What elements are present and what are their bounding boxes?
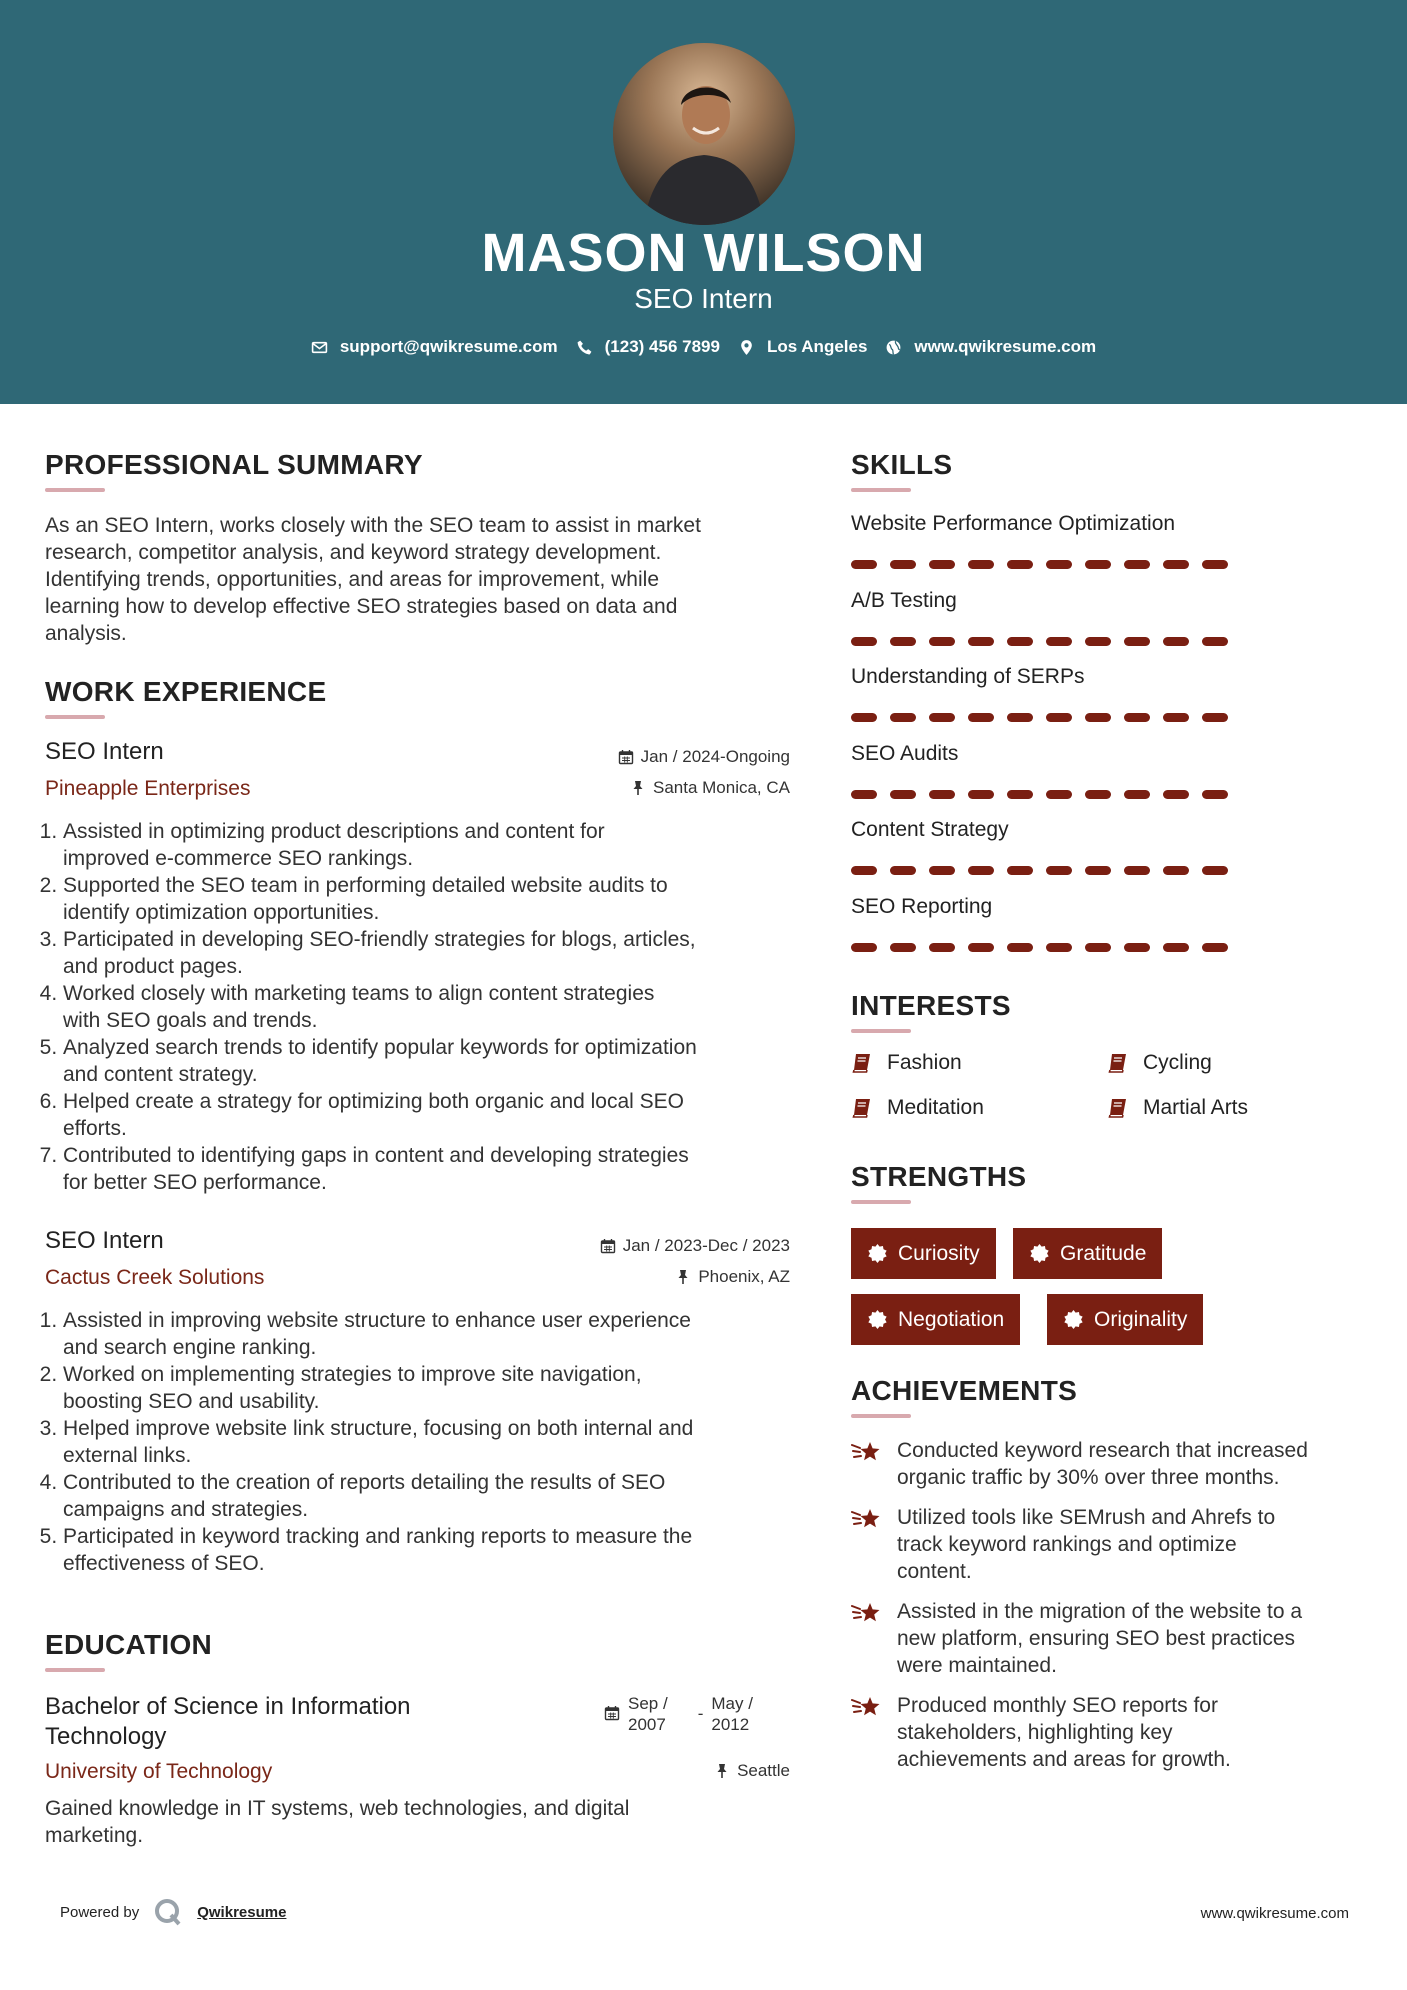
skill-level-dash: [1085, 943, 1111, 952]
interest-item: [1107, 1051, 1212, 1075]
experience-heading: WORK EXPERIENCE: [45, 676, 327, 707]
skill-level-dash: [929, 943, 955, 952]
strength-badge: [1047, 1294, 1203, 1345]
list-item: 2. Worked on implementing strategies to improve site navigation, boosting SEO and usability.: [63, 1361, 795, 1415]
skill-level-dash: [1124, 560, 1150, 569]
company-name: Pineapple Enterprises: [45, 777, 251, 800]
shooting-star-icon: [851, 1694, 883, 1722]
book-icon: [1107, 1097, 1129, 1119]
phone-text: (123) 456 7899: [604, 337, 720, 356]
education-heading: EDUCATION: [45, 1629, 213, 1660]
skill-level-bar: [851, 713, 1228, 722]
skill-level-dash: [1202, 790, 1228, 799]
skill-level-dash: [1163, 713, 1189, 722]
shooting-star-icon: [851, 1600, 883, 1628]
skill-level-dash: [1046, 713, 1072, 722]
skill-level-dash: [1124, 637, 1150, 646]
summary-text: [45, 512, 785, 647]
skill-level-dash: [890, 866, 916, 875]
footer-url[interactable]: www.qwikresume.com: [1200, 1905, 1349, 1922]
skill-level-dash: [1085, 713, 1111, 722]
skill-level-dash: [968, 713, 994, 722]
achievement-item: [851, 1598, 1371, 1679]
skill-level-dash: [1046, 790, 1072, 799]
skill-level-bar: [851, 943, 1228, 952]
summary-heading: PROFESSIONAL SUMMARY: [45, 449, 423, 480]
badge-seal-icon: [867, 1243, 888, 1264]
achievement-text: Utilized tools like SEMrush and Ahrefs to track keyword rankings and optimize content.: [897, 1506, 1276, 1583]
skill-level-dash: [1163, 637, 1189, 646]
skill-level-dash: [968, 790, 994, 799]
skill-level-dash: [851, 560, 877, 569]
degree-line: Technology: [45, 1723, 167, 1750]
badge-seal-icon: [1063, 1309, 1084, 1330]
skill-level-dash: [890, 560, 916, 569]
interest-label: Fashion: [887, 1051, 962, 1074]
dates-text: Jan / 2024-Ongoing: [640, 747, 790, 766]
resume-header: [0, 0, 1407, 404]
list-item: 5. Analyzed search trends to identify popular keywords for optimization and content strategy.: [63, 1034, 795, 1088]
skill-level-dash: [929, 637, 955, 646]
skill-level-dash: [851, 713, 877, 722]
skill-name: SEO Reporting: [851, 894, 993, 918]
education-location: [714, 1761, 790, 1781]
job-title: SEO Intern: [45, 1227, 164, 1254]
skill-level-dash: [1124, 713, 1150, 722]
strength-badge: [1013, 1228, 1162, 1279]
skill-level-dash: [968, 637, 994, 646]
list-item: 7. Contributed to identifying gaps in content and developing strategies for better SEO performance.: [63, 1142, 795, 1196]
strengths-heading: STRENGTHS: [851, 1161, 1027, 1192]
skill-level-bar: [851, 637, 1228, 646]
skill-level-dash: [929, 790, 955, 799]
skill-name: A/B Testing: [851, 588, 957, 612]
phone-icon: [576, 339, 593, 356]
skill-level-dash: [1085, 637, 1111, 646]
qwikresume-logo-icon: [153, 1897, 183, 1927]
dates-text: Jan / 2023-Dec / 2023: [622, 1236, 790, 1255]
email-text: support@qwikresume.com: [339, 337, 558, 356]
skill-level-dash: [1046, 866, 1072, 875]
contact-phone[interactable]: [576, 337, 720, 357]
job-dates: [600, 1236, 790, 1256]
list-item: 4. Worked closely with marketing teams to align content strategies with SEO goals and trends.: [63, 980, 795, 1034]
badge-seal-icon: [1029, 1243, 1050, 1264]
website-text: www.qwikresume.com: [914, 337, 1097, 356]
job-location: [675, 1267, 790, 1287]
skill-level-dash: [1085, 866, 1111, 875]
list-item: 5. Participated in keyword tracking and ranking reports to measure the effectiveness of SEO.: [63, 1523, 795, 1577]
summary-underline: [45, 488, 105, 492]
skill-level-dash: [1124, 866, 1150, 875]
achievement-item: [851, 1437, 1371, 1491]
skill-level-dash: [968, 943, 994, 952]
calendar-icon: [618, 749, 634, 765]
contact-email[interactable]: [311, 337, 558, 357]
badge-seal-icon: [867, 1309, 888, 1330]
location-text: Santa Monica, CA: [652, 778, 790, 797]
book-icon: [851, 1097, 873, 1119]
skill-level-dash: [929, 560, 955, 569]
summary-line: learning how to develop effective SEO strategies based on data and: [45, 595, 678, 618]
skill-name: Content Strategy: [851, 818, 1009, 841]
interest-label: Cycling: [1143, 1051, 1212, 1074]
skill-level-dash: [851, 866, 877, 875]
list-item: 4. Contributed to the creation of reports detailing the results of SEO campaigns and strategies.: [63, 1469, 795, 1523]
pushpin-icon: [630, 780, 646, 796]
location-text: Seattle: [737, 1761, 790, 1780]
education-start: Sep / 2007: [628, 1694, 668, 1734]
interests-underline: [851, 1029, 911, 1033]
interest-label: Meditation: [887, 1096, 984, 1119]
globe-icon: [885, 339, 902, 356]
skill-level-bar: [851, 560, 1228, 569]
skill-level-dash: [1007, 560, 1033, 569]
experience-underline: [45, 715, 105, 719]
achievements-underline: [851, 1414, 911, 1418]
skill-level-dash: [1007, 943, 1033, 952]
skill-level-dash: [1202, 713, 1228, 722]
skill-level-dash: [1124, 790, 1150, 799]
skill-level-dash: [851, 790, 877, 799]
strength-label: Gratitude: [1060, 1241, 1147, 1265]
brand-link[interactable]: Qwikresume: [197, 1903, 287, 1921]
skill-level-dash: [1085, 560, 1111, 569]
candidate-title: SEO Intern: [634, 283, 773, 314]
skill-level-dash: [1202, 637, 1228, 646]
summary-line: Identifying trends, opportunities, and areas for improvement, while: [45, 568, 659, 591]
interest-item: [851, 1051, 962, 1075]
education-dates: [604, 1693, 753, 1735]
achievement-text: Produced monthly SEO reports for stakeholders, highlighting key achievements and areas for growth.: [897, 1694, 1231, 1771]
list-item: 1. Assisted in optimizing product descriptions and content for improved e-commerce SEO rankings.: [63, 818, 795, 872]
strength-badge: [851, 1294, 1020, 1345]
job-duties-list: [35, 818, 795, 1196]
skill-level-dash: [968, 866, 994, 875]
skill-level-dash: [851, 943, 877, 952]
achievement-text: Conducted keyword research that increased organic traffic by 30% over three months.: [897, 1439, 1308, 1489]
pushpin-icon: [714, 1763, 730, 1779]
degree-title: [45, 1692, 411, 1752]
skill-level-dash: [1046, 943, 1072, 952]
skill-name: SEO Audits: [851, 741, 959, 765]
skill-level-dash: [1085, 790, 1111, 799]
candidate-name: MASON WILSON: [481, 223, 926, 283]
list-item: 6. Helped create a strategy for optimizing both organic and local SEO efforts.: [63, 1088, 795, 1142]
location-text: Los Angeles: [766, 337, 868, 356]
education-description: Gained knowledge in IT systems, web technologies, and digital marketing.: [45, 1797, 630, 1847]
skill-level-dash: [1202, 560, 1228, 569]
shooting-star-icon: [851, 1506, 883, 1534]
skill-level-dash: [890, 713, 916, 722]
strength-label: Originality: [1094, 1307, 1188, 1331]
footer-powered-by: [60, 1897, 286, 1927]
envelope-icon: [311, 339, 328, 356]
skill-level-dash: [1046, 560, 1072, 569]
skill-name: Website Performance Optimization: [851, 512, 1176, 535]
shooting-star-icon: [851, 1439, 883, 1467]
date-separator: -: [697, 1704, 704, 1723]
summary-line: As an SEO Intern, works closely with the SEO team to assist in market: [45, 514, 701, 537]
skill-name: Understanding of SERPs: [851, 665, 1085, 688]
skill-level-bar: [851, 790, 1228, 799]
contact-bar: [0, 337, 1407, 357]
interest-item: [851, 1096, 984, 1120]
skill-level-dash: [1163, 560, 1189, 569]
list-item: 1. Assisted in improving website structure to enhance user experience and search engine ranking.: [63, 1307, 795, 1361]
skill-level-dash: [1046, 637, 1072, 646]
skill-level-bar: [851, 866, 1228, 875]
education-underline: [45, 1668, 105, 1672]
strength-badge: [851, 1228, 996, 1279]
interest-item: [1107, 1096, 1248, 1120]
skill-level-dash: [1007, 637, 1033, 646]
skill-level-dash: [1163, 866, 1189, 875]
skill-level-dash: [890, 790, 916, 799]
achievement-text: Assisted in the migration of the website to a new platform, ensuring SEO best practices were maintained.: [897, 1600, 1303, 1677]
contact-website[interactable]: [885, 337, 1096, 357]
list-item: 2. Supported the SEO team in performing detailed website audits to identify optimization opportunities.: [63, 872, 795, 926]
skill-level-dash: [1163, 943, 1189, 952]
job-title: SEO Intern: [45, 738, 164, 765]
skill-level-dash: [1202, 866, 1228, 875]
company-name: Cactus Creek Solutions: [45, 1266, 265, 1289]
strength-label: Curiosity: [898, 1241, 980, 1265]
calendar-icon: [604, 1705, 620, 1721]
education-end: May / 2012: [711, 1694, 753, 1734]
contact-location: [738, 337, 867, 357]
job-duties-list: [35, 1307, 795, 1577]
summary-line: analysis.: [45, 622, 127, 645]
achievement-item: [851, 1504, 1371, 1585]
book-icon: [1107, 1052, 1129, 1074]
job-dates: [618, 747, 790, 767]
skill-level-dash: [1202, 943, 1228, 952]
powered-by-text: Powered by: [60, 1903, 140, 1921]
achievements-heading: ACHIEVEMENTS: [851, 1375, 1078, 1406]
summary-line: research, competitor analysis, and keyword strategy development.: [45, 541, 662, 564]
skill-level-dash: [890, 637, 916, 646]
strength-label: Negotiation: [898, 1307, 1005, 1331]
skill-level-dash: [968, 560, 994, 569]
location-text: Phoenix, AZ: [698, 1267, 790, 1286]
book-icon: [851, 1052, 873, 1074]
skill-level-dash: [1124, 943, 1150, 952]
list-item: 3. Participated in developing SEO-friendly strategies for blogs, articles, and product pages.: [63, 926, 795, 980]
skill-level-dash: [1007, 713, 1033, 722]
skill-level-dash: [1163, 790, 1189, 799]
skill-level-dash: [851, 637, 877, 646]
map-pin-icon: [738, 339, 755, 356]
achievement-item: [851, 1692, 1371, 1773]
profile-photo: [613, 43, 795, 225]
job-location: [630, 778, 790, 798]
strengths-underline: [851, 1200, 911, 1204]
skills-underline: [851, 488, 911, 492]
interest-label: Martial Arts: [1143, 1096, 1249, 1119]
skill-level-dash: [890, 943, 916, 952]
skill-level-dash: [929, 866, 955, 875]
skill-level-dash: [1007, 866, 1033, 875]
interests-heading: INTERESTS: [851, 990, 1011, 1021]
calendar-icon: [600, 1238, 616, 1254]
degree-line: Bachelor of Science in Information: [45, 1693, 411, 1720]
list-item: 3. Helped improve website link structure, focusing on both internal and external links.: [63, 1415, 795, 1469]
skills-heading: SKILLS: [851, 449, 953, 480]
skill-level-dash: [929, 713, 955, 722]
skill-level-dash: [1007, 790, 1033, 799]
pushpin-icon: [675, 1269, 691, 1285]
school-name: University of Technology: [45, 1760, 273, 1783]
